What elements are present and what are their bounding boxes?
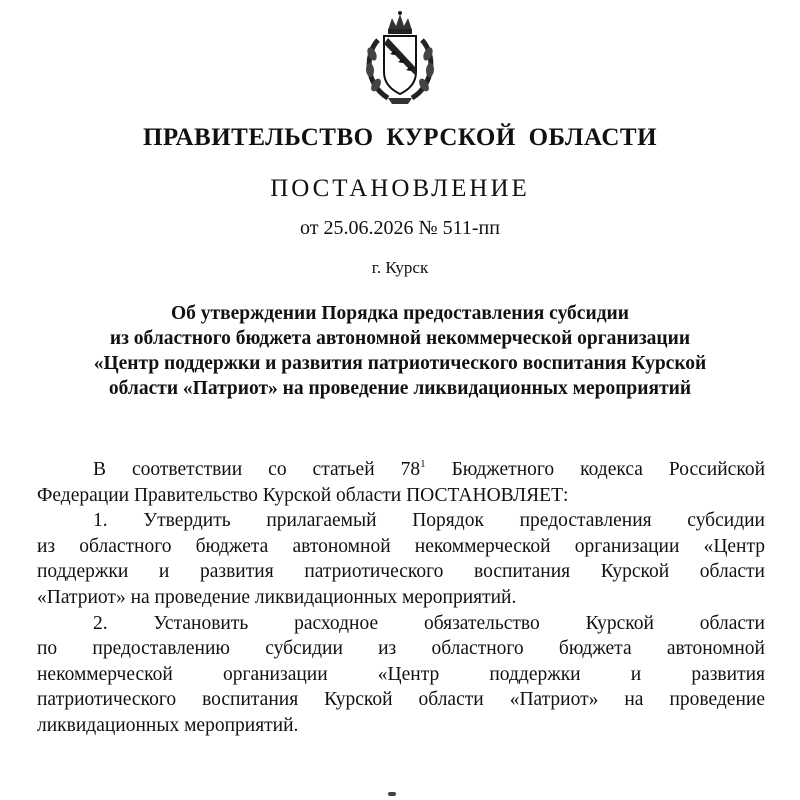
preamble-line (37, 457, 765, 483)
document-date-number: от 25.06.2026 № 511-пп (300, 217, 500, 239)
item-1-line: 1. Утвердить прилагаемый Порядок предоставления субсидии (93, 510, 765, 532)
government-title: ПРАВИТЕЛЬСТВО КУРСКОЙ ОБЛАСТИ (142, 124, 658, 151)
page-bottom-mark (388, 792, 396, 796)
item-1-line: «Патриот» на проведение ликвидационных мероприятий. (37, 586, 517, 608)
item-1-line: из областного бюджета автономной некоммерческой организации «Центр (37, 535, 765, 557)
item-2-line: 2. Установить расходное обязательство Курской области (93, 612, 765, 634)
subject-line: Об утверждении Порядка предоставления субсидии (170, 303, 630, 324)
subject-line: «Центр поддержки и развития патриотического воспитания Курской (93, 353, 707, 374)
document-subject (30, 301, 770, 401)
item-1-line: поддержки и развития патриотического воспитания Курской области (37, 561, 765, 583)
preamble-line: Федерации Правительство Курской области ПОСТАНОВЛЯЕТ: (37, 484, 569, 506)
kursk-coat-of-arms-icon (358, 10, 442, 106)
item-2-line: ликвидационных мероприятий. (37, 714, 299, 736)
subject-line: из областного бюджета автономной некоммерческой организации (109, 328, 691, 349)
preamble-text: В соответствии со статьей 78 (93, 459, 421, 480)
item-2-line: патриотического воспитания Курской области «Патриот» на проведение (37, 689, 765, 711)
document-type: ПОСТАНОВЛЕНИЕ (270, 175, 530, 202)
preamble-text: Бюджетного кодекса Российской (425, 459, 766, 480)
document-body (37, 457, 765, 739)
article-superscript: 1 (420, 458, 426, 470)
item-2-line: некоммерческой организации «Центр поддержки и развития (37, 663, 765, 685)
document-city: г. Курск (371, 258, 429, 277)
subject-line: области «Патриот» на проведение ликвидационных мероприятий (108, 378, 692, 399)
item-2-line: по предоставлению субсидии из областного бюджета автономной (37, 638, 765, 660)
